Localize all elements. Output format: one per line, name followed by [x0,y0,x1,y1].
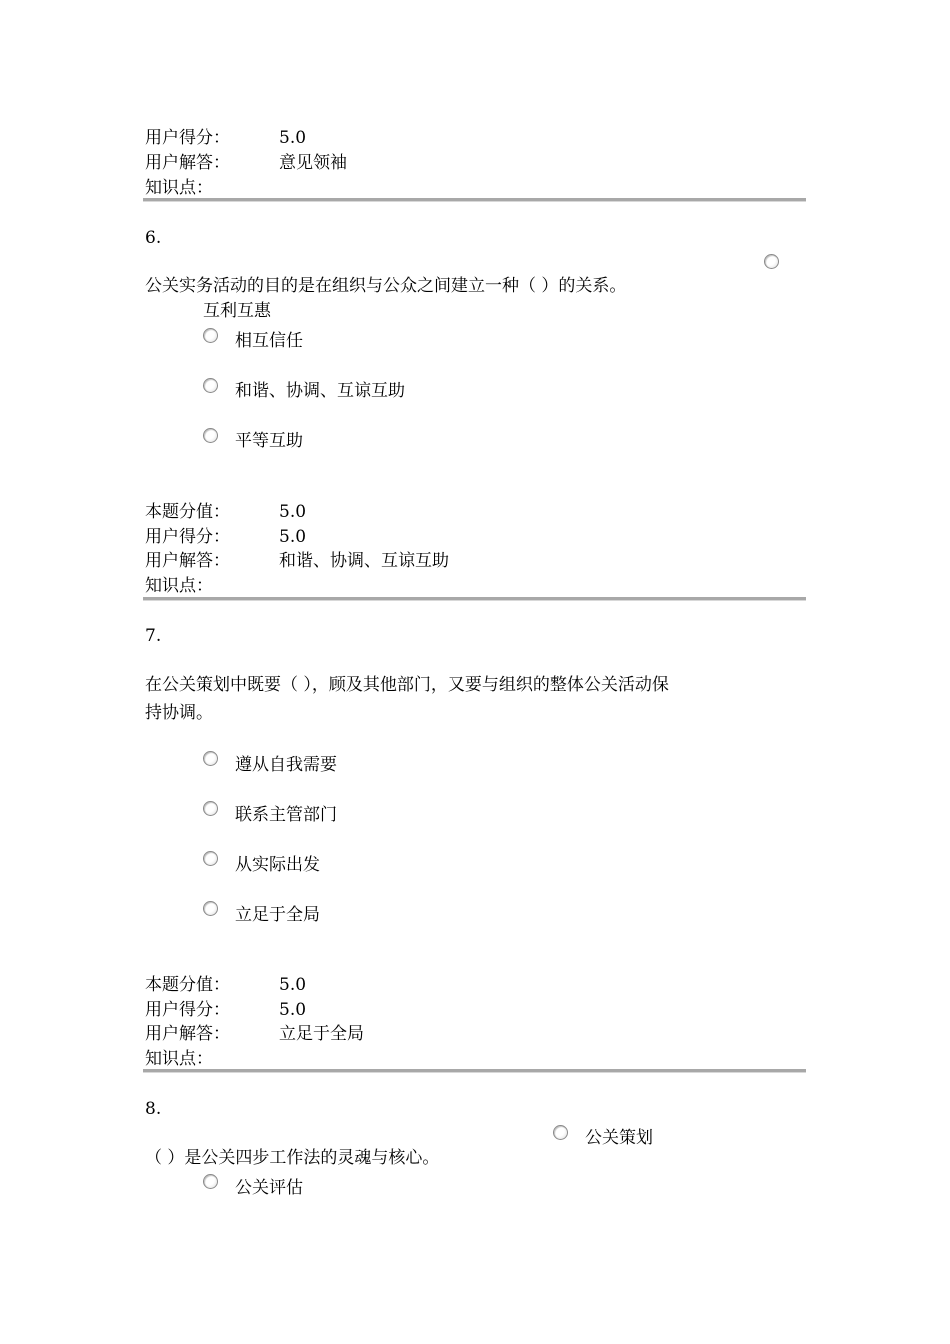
q6-user-answer-value: 和谐、协调、互谅互助 [279,551,449,571]
q7-user-answer-label: 用户解答： [145,1024,230,1044]
q6-option-3-radio[interactable] [203,378,218,393]
q7-question-score-label: 本题分值： [145,975,230,995]
q6-option-4-radio[interactable] [203,428,218,443]
q7-stem-line-2: 持协调。 [145,703,213,723]
q7-stem-line-1: 在公关策划中既要（ ），顾及其他部门，又要与组织的整体公关活动保 [145,675,669,695]
q7-option-2-label: 联系主管部门 [235,805,337,825]
q7-number: 7. [145,626,162,646]
q7-option-1-radio[interactable] [203,751,218,766]
q5-knowledge-point-label: 知识点： [145,178,213,198]
q6-question-score-label: 本题分值： [145,502,230,522]
q6-option-3-label: 和谐、协调、互谅互助 [235,381,405,401]
q7-option-2-radio[interactable] [203,801,218,816]
q7-user-answer-value: 立足于全局 [279,1024,364,1044]
q6-user-score-label: 用户得分： [145,527,230,547]
q7-user-score-value: 5.0 [279,1000,307,1020]
q6-option-2-label: 相互信任 [235,331,303,351]
q6-option-1-label: 互利互惠 [203,301,271,321]
q7-option-1-label: 遵从自我需要 [235,755,337,775]
q7-option-4-label: 立足于全局 [235,905,320,925]
q7-user-score-label: 用户得分： [145,1000,230,1020]
q7-option-3-label: 从实际出发 [235,855,320,875]
q6-question-score-value: 5.0 [279,502,307,522]
q8-option-2-radio[interactable] [203,1174,218,1189]
q8-number: 8. [145,1099,162,1119]
q7-knowledge-point-label: 知识点： [145,1049,213,1069]
q7-option-3-radio[interactable] [203,851,218,866]
q6-option-4-label: 平等互助 [235,431,303,451]
q6-knowledge-point-label: 知识点： [145,576,213,596]
q5-user-answer-label: 用户解答： [145,153,230,173]
q8-option-1-label: 公关策划 [585,1128,653,1148]
q6-user-answer-label: 用户解答： [145,551,230,571]
q5-divider [143,198,806,202]
q8-option-1-radio[interactable] [553,1125,568,1140]
q8-option-2-label: 公关评估 [235,1178,303,1198]
q6-option-2-radio[interactable] [203,328,218,343]
q7-option-4-radio[interactable] [203,901,218,916]
q5-user-score-label: 用户得分： [145,128,230,148]
q7-question-score-value: 5.0 [279,975,307,995]
q5-user-answer-value: 意见领袖 [279,153,347,173]
q5-user-score-value: 5.0 [279,128,307,148]
q6-user-score-value: 5.0 [279,527,307,547]
q7-divider [143,1069,806,1073]
q6-number: 6. [145,228,162,248]
q6-stem: 公关实务活动的目的是在组织与公众之间建立一种（ ）的关系。 [145,276,627,296]
q8-stem: （ ）是公关四步工作法的灵魂与核心。 [145,1148,440,1168]
q6-option-1-radio[interactable] [764,254,779,269]
q6-divider [143,597,806,601]
